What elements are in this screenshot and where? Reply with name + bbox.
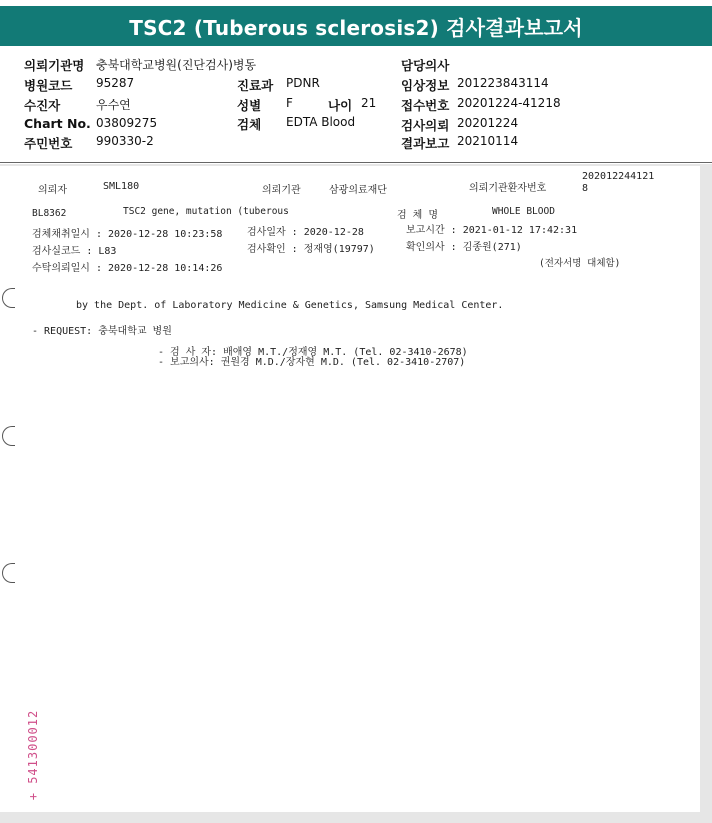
clinical-info-value: 201223843114 <box>457 76 549 90</box>
test-code: BL8362 <box>32 208 67 219</box>
doctor-confirm: 확인의사 : 김종원(271) <box>406 242 522 253</box>
collect-datetime: 검체채취일시 : 2020-12-28 10:23:58 <box>32 229 223 240</box>
age-label: 나이 <box>328 98 353 113</box>
patient-value: 우수연 <box>96 98 131 112</box>
lab-room-code: 검사실코드 : L83 <box>32 246 117 257</box>
reception-no-value: 20201224-41218 <box>457 96 561 110</box>
specimen-label: 검체 <box>237 117 262 132</box>
department-value: PDNR <box>286 76 320 90</box>
requester-value: SML180 <box>103 181 140 192</box>
e-signature-note: (전자서명 대체함) <box>539 258 621 269</box>
patient-no-label: 의뢰기관환자번호 <box>469 183 547 194</box>
report-date-value: 20210114 <box>457 134 519 148</box>
clinical-info-label: 임상정보 <box>401 78 450 93</box>
request-date-value: 20201224 <box>457 116 519 130</box>
resident-no-value: 990330-2 <box>96 134 154 148</box>
report-date-label: 결과보고 <box>401 136 450 151</box>
specimen-name-label: 검 체 명 <box>397 210 439 221</box>
barcode-text: + 541300012 <box>26 709 41 801</box>
patient-no-value-1: 202012244121 <box>582 171 655 182</box>
test-confirm: 검사확인 : 정재영(19797) <box>247 244 375 255</box>
org-value: 삼광의료재단 <box>329 185 387 196</box>
test-name: TSC2 gene, mutation (tuberous <box>123 206 289 217</box>
reporter-line: - 보고의사: 권원경 M.D./장자현 M.D. (Tel. 02-3410-2707) <box>158 357 466 368</box>
doctor-label: 담당의사 <box>401 58 450 73</box>
specimen-value: EDTA Blood <box>286 115 356 129</box>
header-divider <box>0 162 712 163</box>
reception-no-label: 접수번호 <box>401 98 450 113</box>
chart-no-value: 03809275 <box>96 116 158 130</box>
org-label: 의뢰기관 <box>262 185 301 196</box>
specimen-barcode-number <box>26 700 40 810</box>
institution-label: 의뢰기관명 <box>24 58 85 73</box>
sex-label: 성별 <box>237 98 262 113</box>
request-line: - REQUEST: 충북대학교 병원 <box>32 326 172 337</box>
specimen-name-value: WHOLE BLOOD <box>492 206 555 217</box>
hospital-code-value: 95287 <box>96 76 135 90</box>
patient-label: 수진자 <box>24 98 61 113</box>
requester-label: 의뢰자 <box>38 185 67 196</box>
institution-value: 충북대학교병원(진단검사)병동 <box>96 58 257 72</box>
report-title: TSC2 (Tuberous sclerosis2) 검사결과보고서 <box>129 15 583 40</box>
punch-hole-mark <box>2 563 15 583</box>
report-time: 보고시간 : 2021-01-12 17:42:31 <box>406 225 578 236</box>
hospital-code-label: 병원코드 <box>24 78 73 93</box>
test-date: 검사일자 : 2020-12-28 <box>247 227 364 238</box>
report-title-bar <box>0 6 712 46</box>
punch-hole-mark <box>2 288 15 308</box>
chart-no-label: Chart No. <box>24 116 91 131</box>
department-label: 진료과 <box>237 78 274 93</box>
age-value: 21 <box>361 96 377 110</box>
dept-credit: by the Dept. of Laboratory Medicine & Genetics, Samsung Medical Center. <box>76 300 504 311</box>
examiner-line: - 검 사 자: 배애영 M.T./정재영 M.T. (Tel. 02-3410-2678) <box>158 347 468 358</box>
punch-hole-mark <box>2 426 15 446</box>
consign-datetime: 수탁의뢰일시 : 2020-12-28 10:14:26 <box>32 263 223 274</box>
request-date-label: 검사의뢰 <box>401 118 450 133</box>
resident-no-label: 주민번호 <box>24 136 73 151</box>
sex-value: F <box>286 96 293 110</box>
patient-no-value-2: 8 <box>582 183 589 194</box>
